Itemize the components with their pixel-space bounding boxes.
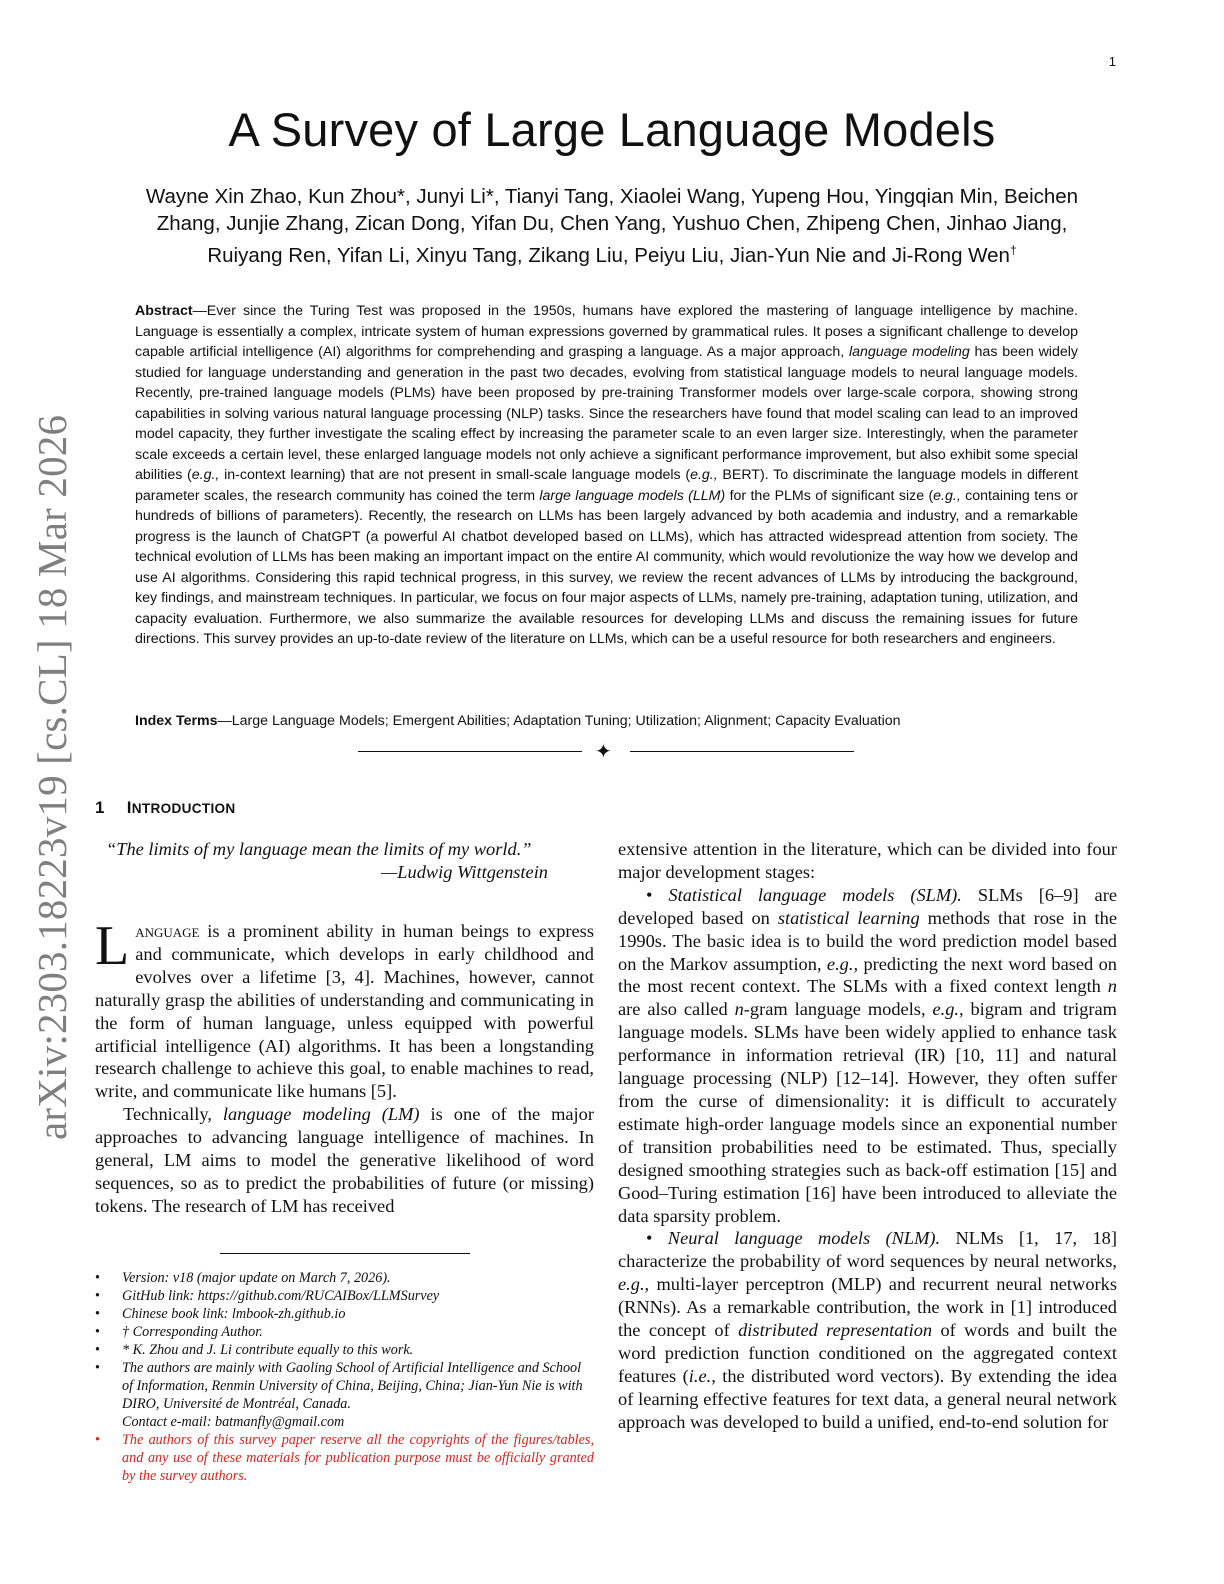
abstract-text: containing tens or hundreds of billions of parameters). Recently, the research on LLMs has been largely advanced by both academia and industry, and a remarkable progress is the launch of ChatGPT (a powerful AI chatbot developed based on LLMs), which has attracted widespread attention from society. The technical evolution of LLMs has been making an important impact on the entire AI community, which would revolutionize the way how we develop and use AI algorithms. Considering this rapid technical progress, in this survey, we review the recent advances of LLMs by introducing the background, key findings, and mainstream techniques. In particular, we focus on four major aspects of LLMs, namely pre-training, adaptation tuning, utilization, and capacity evaluation. Furthermore, we also summarize the available resources for developing LLMs and discuss the remaining issues for future directions. This survey provides an up-to-date review of the literature on LLMs, which can be a useful resource for both researchers and engineers. [135, 487, 1078, 647]
paragraph-text: multi-layer perceptron (MLP) and recurrent neural networks (RNNs). As a remarkable contribution, the work in [1] introduced the concept of [618, 1274, 1117, 1341]
footnote-bullet: • [95, 1342, 100, 1359]
footnote-item [95, 1324, 594, 1342]
small-caps-word: anguage [135, 921, 200, 941]
footnote-text: Version: v18 (major update on March 7, 2026). [122, 1270, 391, 1286]
abstract-emphasis: large language models (LLM) [539, 487, 726, 504]
math-variable: n [1107, 976, 1117, 997]
paragraph-text: predicting the next word based on the most recent context. The SLMs with a fixed context length [618, 953, 1117, 997]
paragraph-text: bigram and trigram language models. SLMs have been widely applied to enhance task performance in information retrieval (IR) [10, 11] and natural language processing (NLP) [12–14]. However, they often suffer from the curse of dimensionality: it is difficult to accurately estimate high-order language models since an exponential number of transition probabilities need to be estimated. Thus, specially designed smoothing strategies such as back-off estimation [15] and Good–Turing estimation [16] have been introduced to alleviate the data sparsity problem. [618, 999, 1117, 1226]
abstract-emphasis: e.g., [690, 467, 718, 483]
footnote-bullet: • [95, 1360, 100, 1377]
drop-cap: L [95, 915, 130, 977]
paragraph-text: Technically, [123, 1104, 223, 1125]
footnote-text: * K. Zhou and J. Li contribute equally to this work. [122, 1342, 414, 1359]
author-line [100, 237, 1124, 269]
author-line: Zhang, Junjie Zhang, Zican Dong, Yifan Du, Chen Yang, Yushuo Chen, Zhipeng Chen, Jinhao Jiang, [156, 212, 1068, 235]
section-title-initial: I [126, 798, 132, 817]
abstract-emphasis: e.g., [191, 467, 220, 483]
footnote-text: Chinese book link: lmbook-zh.github.io [122, 1306, 346, 1323]
footnote-item [95, 1360, 594, 1431]
footnote-item [95, 1342, 594, 1360]
footnote-bullet: • [95, 1306, 100, 1323]
paragraph-emphasis: e.g., [826, 953, 859, 974]
paragraph-emphasis: Neural language models (NLM). [667, 1228, 941, 1249]
paragraph-text: is one of the major approaches to advancing language intelligence of machines. In general, LM aims to model the generative likelihood of word sequences, so as to predict the probabilities of future (or missing) tokens. The research of LM has received [95, 1104, 594, 1216]
section-heading [95, 798, 236, 818]
abstract-text: —Ever since the Turing Test was proposed in the 1950s, humans have explored the mastering of language intelligence by machine. Language is essentially a complex, intricate system of human expressions governed by grammatical rules. It poses a significant challenge to develop capable artificial intelligence (AI) algorithms for comprehending and grasping a language. As a major approach, [135, 303, 1078, 360]
paragraph-text: is a prominent ability in human beings to express and communicate, which develops in early childhood and evolves over a lifetime [3, 4]. Machines, however, cannot naturally grasp the abilities of understanding and communicating in the form of human language, unless equipped with powerful artificial intelligence (AI) algorithms. It has been a longstanding research challenge to achieve this goal, to enable machines to read, write, and communicate like humans [5]. [95, 921, 594, 1102]
left-column [95, 915, 594, 1218]
author-list [100, 183, 1124, 269]
author-line: Wayne Xin Zhao, Kun Zhou*, Junyi Li*, Tianyi Tang, Xiaolei Wang, Yupeng Hou, Yingqian Min, Beichen [145, 185, 1079, 208]
paragraph-emphasis: i.e., [688, 1365, 716, 1386]
paragraph-emphasis: distributed representation [738, 1320, 933, 1341]
page-number: 1 [1108, 54, 1116, 69]
abstract-text: for the PLMs of significant size ( [725, 487, 934, 504]
footnotes [95, 1270, 594, 1486]
paragraph-emphasis: e.g., [618, 1274, 650, 1295]
paragraph-emphasis: language modeling (LM) [222, 1104, 420, 1125]
footnote-text: GitHub link: https://github.com/RUCAIBox/LLMSurvey [122, 1288, 440, 1305]
footnote-text: † Corresponding Author. [122, 1324, 263, 1341]
footnote-text: The authors are mainly with Gaoling School of Artificial Intelligence and School of Information, Renmin University of China, Beijing, China; Jian-Yun Nie is with DIRO, Université de Montréal, Canada. [122, 1360, 583, 1413]
bullet-marker: • [646, 1228, 668, 1249]
footnote-bullet: • [95, 1431, 100, 1448]
intro-paragraph [95, 915, 594, 1103]
slm-paragraph [618, 884, 1117, 1228]
abstract-emphasis: language modeling [848, 344, 970, 360]
footnote-bullet: • [95, 1324, 100, 1341]
abstract-emphasis: e.g., [933, 487, 961, 504]
paragraph-text: NLMs [1, 17, 18] characterize the probability of word sequences by neural networks, [618, 1228, 1117, 1272]
footnote-bullet: • [95, 1288, 100, 1305]
abstract-text: has been widely studied for language understanding and generation in the past two decades, evolving from statistical language models to neural language models. Recently, pre-trained language models (PLMs) have been proposed by pre-training Transformer models over large-scale corpora, showing strong capabilities in solving various natural language processing (NLP) tasks. Since the researchers have found that model scaling can lead to an improved model capacity, they further investigate the scaling effect by increasing the parameter scale to an even larger size. Interestingly, when the parameter scale exceeds a certain level, these enlarged language models not only achieve a significant performance improvement, but also exhibit some special abilities ( [135, 344, 1078, 483]
abstract-label: Abstract [135, 303, 193, 319]
footnote-item [95, 1288, 594, 1306]
abstract-text: BERT). To discriminate the language models in different parameter scales, the research community has coined the term [135, 467, 1078, 504]
footnote-copyright-notice [95, 1432, 594, 1485]
separator-line-left [358, 751, 582, 752]
nlm-paragraph [618, 1227, 1117, 1433]
paragraph-emphasis: e.g., [932, 999, 964, 1020]
paper-title: A Survey of Large Language Models [228, 103, 996, 156]
epigraph [95, 838, 594, 884]
author-names: Ruiyang Ren, Yifan Li, Xinyu Tang, Zikang Liu, Peiyu Liu, Jian-Yun Nie and Ji-Rong Wen [207, 243, 1010, 267]
paragraph-emphasis: Statistical language models (SLM). [668, 884, 962, 905]
footnote-contact: Contact e-mail: batmanfly@gmail.com [122, 1413, 345, 1430]
separator-diamond-icon: ✦ [595, 739, 612, 763]
paragraph-text: the distributed word vectors). By extending the idea of learning effective features for text data, a general neural network approach was developed to build a unified, end-to-end solution for [618, 1365, 1118, 1432]
separator-line-right [630, 751, 854, 752]
paragraph-text: are also called [618, 999, 735, 1020]
section-title-rest: NTRODUCTION [131, 801, 236, 816]
section-number: 1 [95, 798, 105, 817]
paragraph-text: of words and built the word prediction function conditioned on the aggregated context features ( [618, 1320, 1117, 1386]
right-column [618, 838, 1117, 1434]
epigraph-attribution: —Ludwig Wittgenstein [380, 861, 548, 882]
bullet-marker: • [646, 884, 669, 905]
index-terms [135, 711, 1078, 731]
paragraph-text: -gram language models, [743, 999, 933, 1020]
footnote-bullet: • [95, 1270, 100, 1286]
body-paragraph [95, 1103, 594, 1218]
index-terms-label: Index Terms [135, 713, 218, 729]
footnote-item [95, 1306, 594, 1324]
paragraph-emphasis: statistical learning [777, 907, 920, 928]
math-variable: n [734, 999, 744, 1020]
index-terms-text: —Large Language Models; Emergent Abilities; Adaptation Tuning; Utilization; Alignment; Capacity Evaluation [217, 713, 901, 729]
corresponding-dagger: † [1009, 243, 1017, 257]
arxiv-stamp: arXiv:2303.18223v19 [cs.CL] 18 Mar 2026 [29, 414, 75, 1140]
epigraph-quote: “The limits of my language mean the limits of my world.” [106, 839, 532, 859]
footnote-item [95, 1270, 594, 1288]
paragraph-text: SLMs [6–9] are developed based on [618, 884, 1117, 928]
body-paragraph: extensive attention in the literature, which can be divided into four major development stages: [618, 839, 1117, 882]
footnote-text: The authors of this survey paper reserve all the copyrights of the figures/tables, and any use of these materials for publication purpose must be officially granted by the survey authors. [122, 1431, 594, 1484]
abstract [135, 301, 1078, 650]
footnote-rule [220, 1253, 470, 1254]
abstract-text: in-context learning) that are not present in small-scale language models ( [219, 467, 691, 483]
paragraph-text: methods that rose in the 1990s. The basic idea is to build the word prediction model based on the Markov assumption, [618, 907, 1117, 974]
